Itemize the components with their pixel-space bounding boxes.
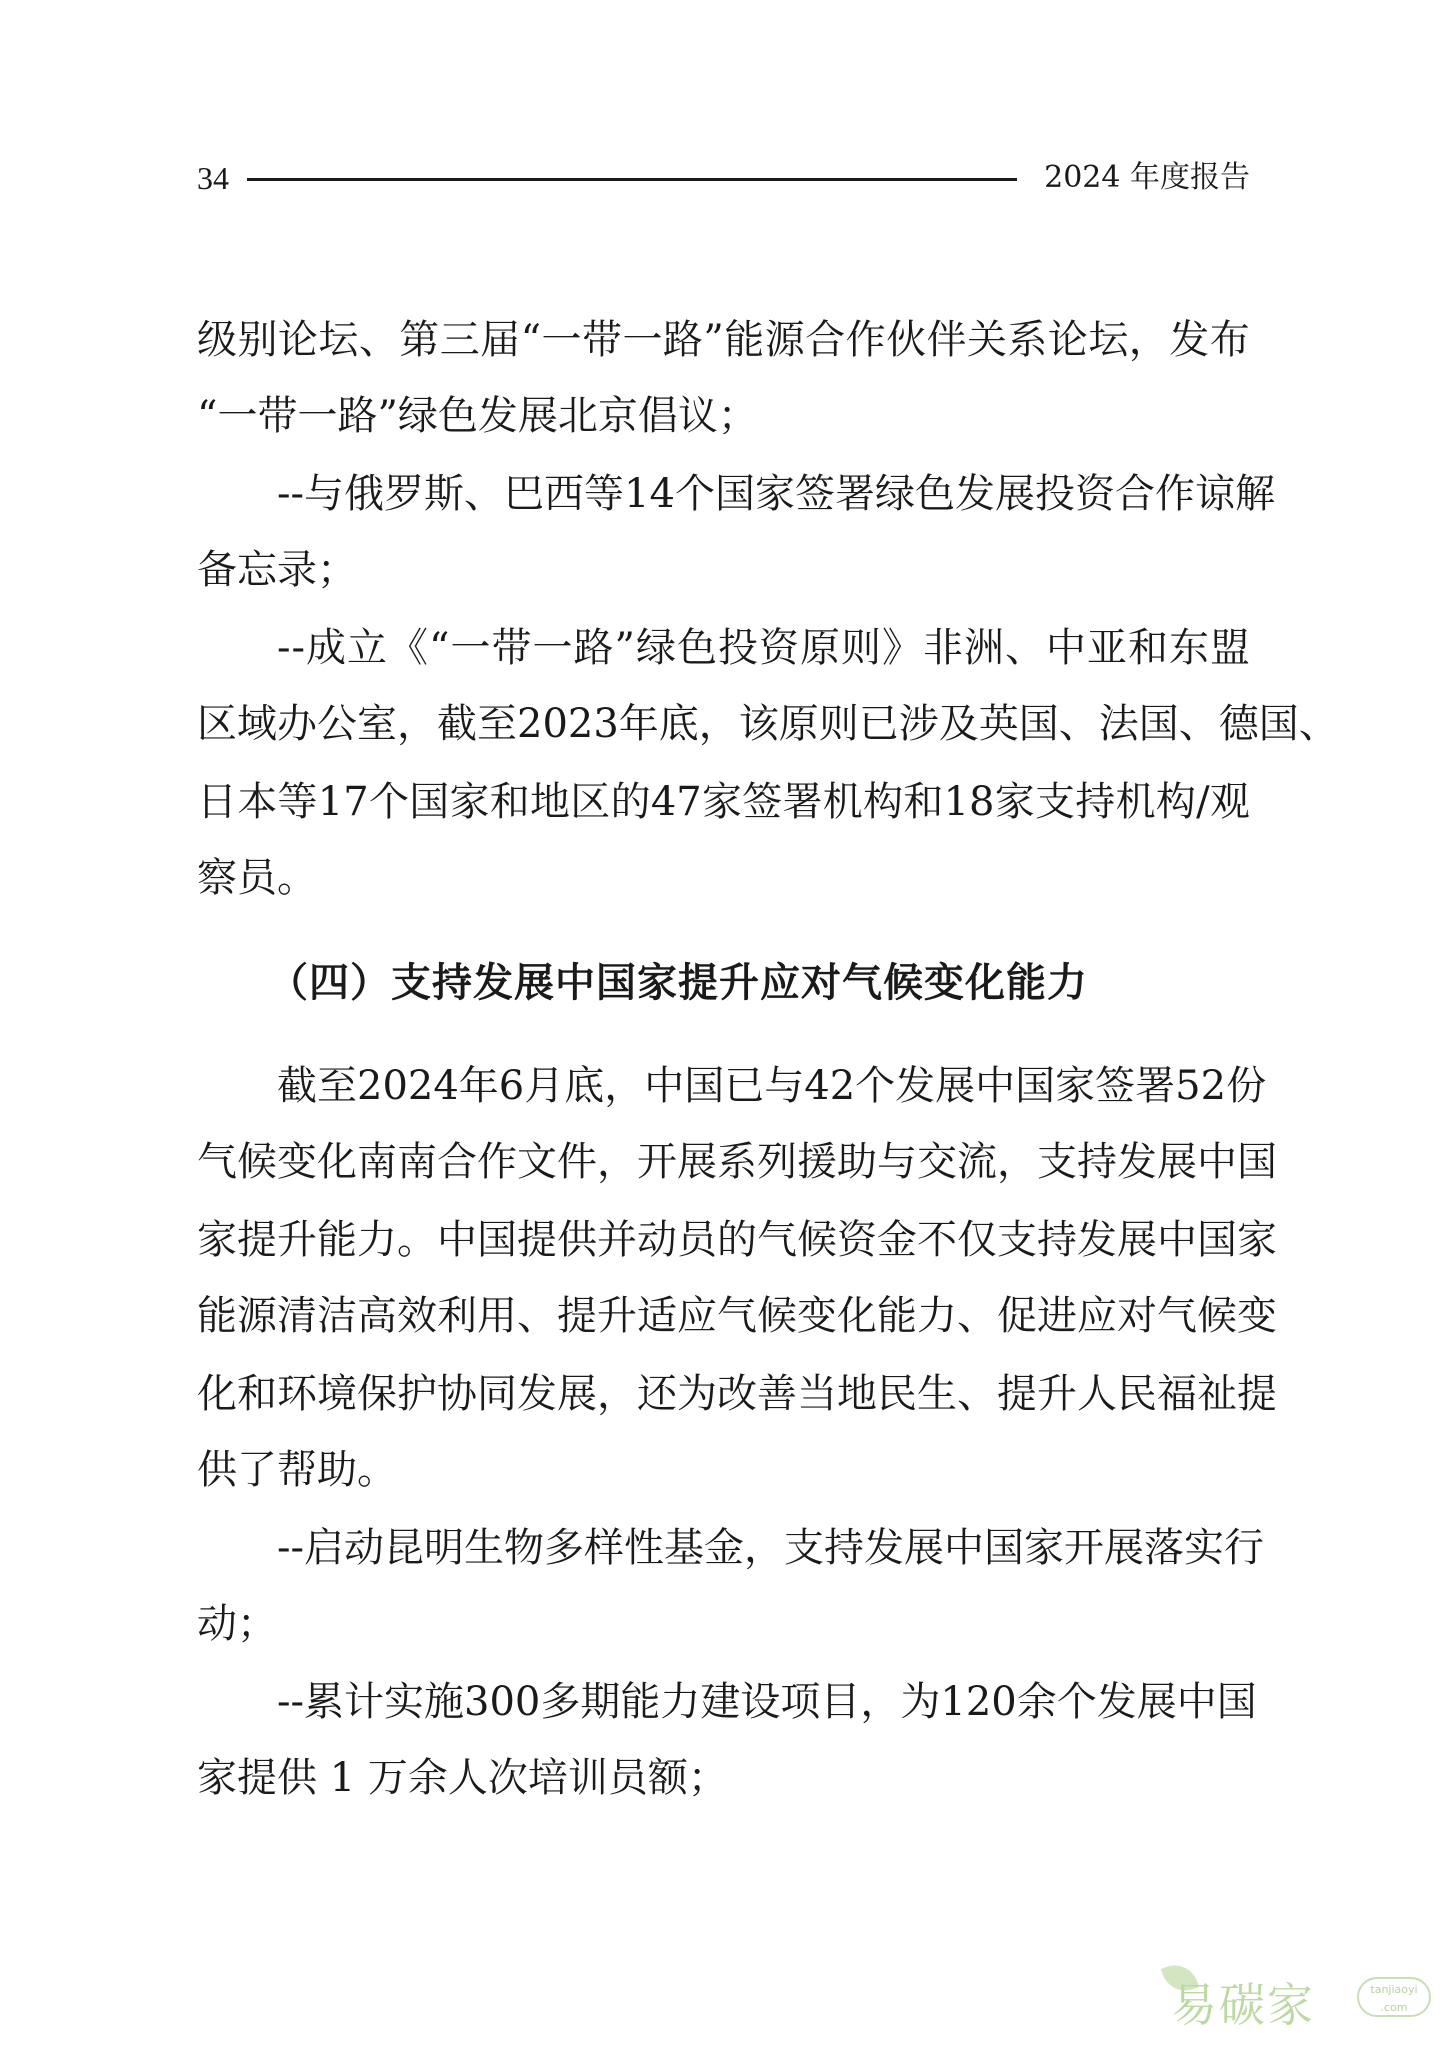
paragraph-line: 日 本 等 17 个 国 家 和 地 区 的 47 家 签 署 机 构 和 18 家 支 持 机 构 / 观 (197, 779, 1250, 825)
watermark-badge-line2: .com (1380, 2001, 1408, 2014)
paragraph-line: 级 别 论 坛 、 第 三 届 “ 一 带 一 路 ” 能 源 合 作 伙 伴 关 系 论 坛 ， 发 布 (197, 317, 1250, 363)
section-heading: （四）支持发展中国家提升应对气候变化能力 (268, 960, 1088, 1006)
paragraph-line: 动； (197, 1601, 277, 1647)
paragraph-line: 气 候 变 化 南 南 合 作 文 件 ， 开 展 系 列 援 助 与 交 流 ， 支 持 发 展 中 国 (197, 1139, 1277, 1185)
header-rule (247, 178, 1017, 181)
paragraph-line: “一带一路”绿色发展北京倡议； (197, 393, 758, 439)
watermark-logo (1171, 1963, 1431, 2033)
paragraph-line: 能 源 清 洁 高 效 利 用 、 提 升 适 应 气 候 变 化 能 力 、 促 进 应 对 气 候 变 (197, 1293, 1277, 1339)
report-title: 2024 年度报告 (1044, 160, 1250, 195)
paragraph-line: 化 和 环 境 保 护 协 同 发 展 ， 还 为 改 善 当 地 民 生 、 提 升 人 民 福 祉 提 (197, 1371, 1277, 1417)
page-header (197, 158, 1250, 198)
paragraph-line: - - 累 计 实 施 300 多 期 能 力 建 设 项 目 ， 为 120 余 个 发 展 中 国 (277, 1679, 1257, 1725)
paragraph-line: - - 与 俄 罗 斯 、 巴 西 等 14 个 国 家 签 署 绿 色 发 展 投 资 合 作 谅 解 (277, 471, 1275, 517)
paragraph-line: 供了帮助。 (197, 1447, 397, 1493)
watermark-brand: 易碳家 (1171, 1978, 1315, 2032)
page-number: 34 (197, 160, 229, 196)
paragraph-line: 家 提 升 能 力 。 中 国 提 供 并 动 员 的 气 候 资 金 不 仅 支 持 发 展 中 国 家 (197, 1217, 1277, 1263)
watermark-badge-line1: tanjiaoyi (1370, 1983, 1418, 1996)
paragraph-line: 区 域 办 公 室 ， 截 至 2023 年 底 ， 该 原 则 已 涉 及 英 国 、 法 国 、 德 国 、 (197, 701, 1339, 747)
paragraph-line: - - 启 动 昆 明 生 物 多 样 性 基 金 ， 支 持 发 展 中 国 家 开 展 落 实 行 (277, 1525, 1265, 1571)
paragraph-line: 备忘录； (197, 547, 357, 593)
paragraph-line: 察员。 (197, 855, 317, 901)
paragraph-line: - - 成 立 《 “ 一 带 一 路 ” 绿 色 投 资 原 则 》 非 洲 、 中 亚 和 东 盟 (277, 625, 1250, 671)
paragraph-line: 家提供 1 万余人次培训员额； (197, 1755, 728, 1801)
paragraph-line: 截 至 2024 年 6 月 底 ， 中 国 已 与 42 个 发 展 中 国 家 签 署 52 份 (277, 1063, 1267, 1109)
watermark-badge (1357, 1977, 1431, 2017)
